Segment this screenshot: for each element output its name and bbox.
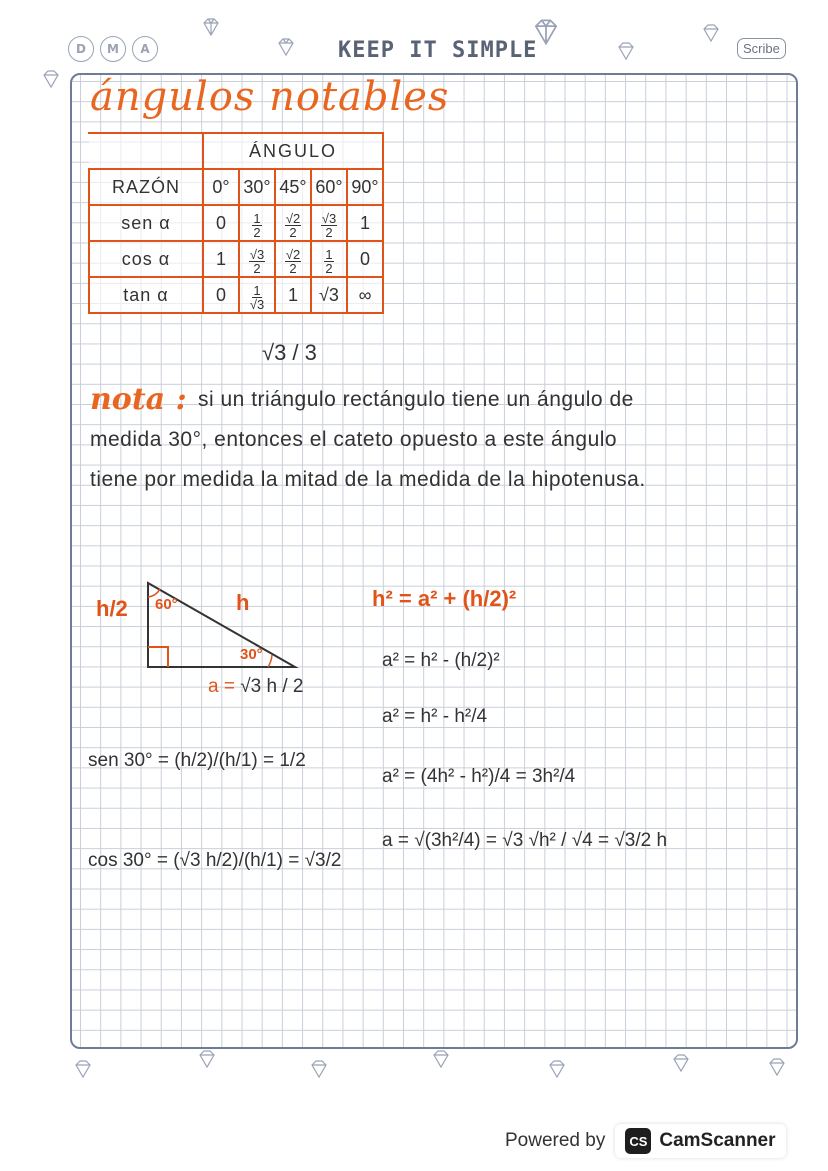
sen30-derivation: sen 30° = (h/2)/(h/1) = 1/2 [88, 750, 306, 771]
cs-logo-icon: CS [625, 1128, 651, 1154]
brand-badge: Scribe [737, 38, 786, 59]
diamond-icon [308, 1058, 330, 1080]
table-angle-header: 60° [311, 169, 347, 205]
equation-pythagoras: h² = a² + (h/2)² [372, 586, 517, 611]
diamond-icon [766, 1056, 788, 1078]
triangle-hypotenuse: h [236, 590, 250, 615]
circle-a: A [132, 36, 158, 62]
table-angle-header: 0° [203, 169, 239, 205]
diamond-icon [40, 68, 62, 90]
table-cell: 0 [203, 205, 239, 241]
table-angle-header: 90° [347, 169, 383, 205]
diamond-icon [72, 1058, 94, 1080]
header-title: KEEP IT SIMPLE [338, 38, 538, 63]
triangle-diagram [140, 575, 310, 685]
powered-by-text: Powered by [505, 1130, 606, 1151]
note-line: si un triángulo rectángulo tiene un ángulo de [198, 388, 634, 411]
table-cell: $\frac{√2}{2}$ [275, 241, 311, 277]
triangle-angle-top: 60° [155, 596, 178, 613]
table-cell: $\frac{√3}{2}$ [239, 241, 275, 277]
table-row-label: sen α [89, 205, 203, 241]
trig-table [88, 132, 384, 314]
header-circles [68, 36, 158, 62]
triangle-angle-bottom: 30° [240, 646, 263, 663]
table-cell: 1 [347, 205, 383, 241]
table-cell: 0 [203, 277, 239, 313]
table-cell: $\frac{1}{√3}$ [239, 277, 275, 313]
diamond-icon [700, 22, 722, 44]
equation-step-1: a² = h² - (h/2)² [382, 650, 500, 671]
table-row-label: tan α [89, 277, 203, 313]
page-title: ángulos notables [90, 74, 450, 120]
table-cell: 1 [275, 277, 311, 313]
table-cell: 0 [347, 241, 383, 277]
table-row-label: cos α [89, 241, 203, 277]
circle-m: M [100, 36, 126, 62]
note-line: medida 30°, entonces el cateto opuesto a este ángulo [90, 428, 618, 451]
table-empty-corner [89, 133, 203, 169]
table-cell: 1 [203, 241, 239, 277]
footer-watermark [505, 1124, 786, 1158]
note-line: tiene por medida la mitad de la medida de la hipotenusa. [90, 468, 646, 491]
diamond-icon [430, 1048, 452, 1070]
table-cell: ∞ [347, 277, 383, 313]
table-corner-label: RAZÓN [89, 169, 203, 205]
table-group-header: ÁNGULO [203, 133, 383, 169]
camscanner-name: CamScanner [659, 1130, 776, 1151]
equation-step-2: a² = h² - h²/4 [382, 706, 488, 727]
tan30-annotation: √3 / 3 [262, 340, 317, 365]
circle-d: D [68, 36, 94, 62]
camscanner-logo [615, 1124, 785, 1158]
table-angle-header: 30° [239, 169, 275, 205]
triangle-side-opposite: h/2 [96, 596, 128, 621]
diamond-icon [546, 1058, 568, 1080]
equation-step-3: a² = (4h² - h²)/4 = 3h²/4 [382, 766, 576, 787]
table-angle-header: 45° [275, 169, 311, 205]
diamond-icon [670, 1052, 692, 1074]
note-label: nota : [90, 382, 187, 417]
table-cell: $\frac{√3}{2}$ [311, 205, 347, 241]
table-cell: $\frac{1}{2}$ [239, 205, 275, 241]
table-cell: $\frac{√2}{2}$ [275, 205, 311, 241]
cos30-derivation: cos 30° = (√3 h/2)/(h/1) = √3/2 [88, 850, 342, 871]
table-cell: $\frac{1}{2}$ [311, 241, 347, 277]
diamond-icon [196, 1048, 218, 1070]
table-cell: √3 [311, 277, 347, 313]
diamond-icon [530, 16, 562, 48]
triangle-base-label: a = √3 h / 2 [208, 676, 304, 697]
diamond-icon [615, 40, 637, 62]
equation-step-4: a = √(3h²/4) = √3 √h² / √4 = √3/2 h [382, 830, 668, 851]
diamond-icon [200, 16, 222, 38]
diamond-icon [275, 36, 297, 58]
